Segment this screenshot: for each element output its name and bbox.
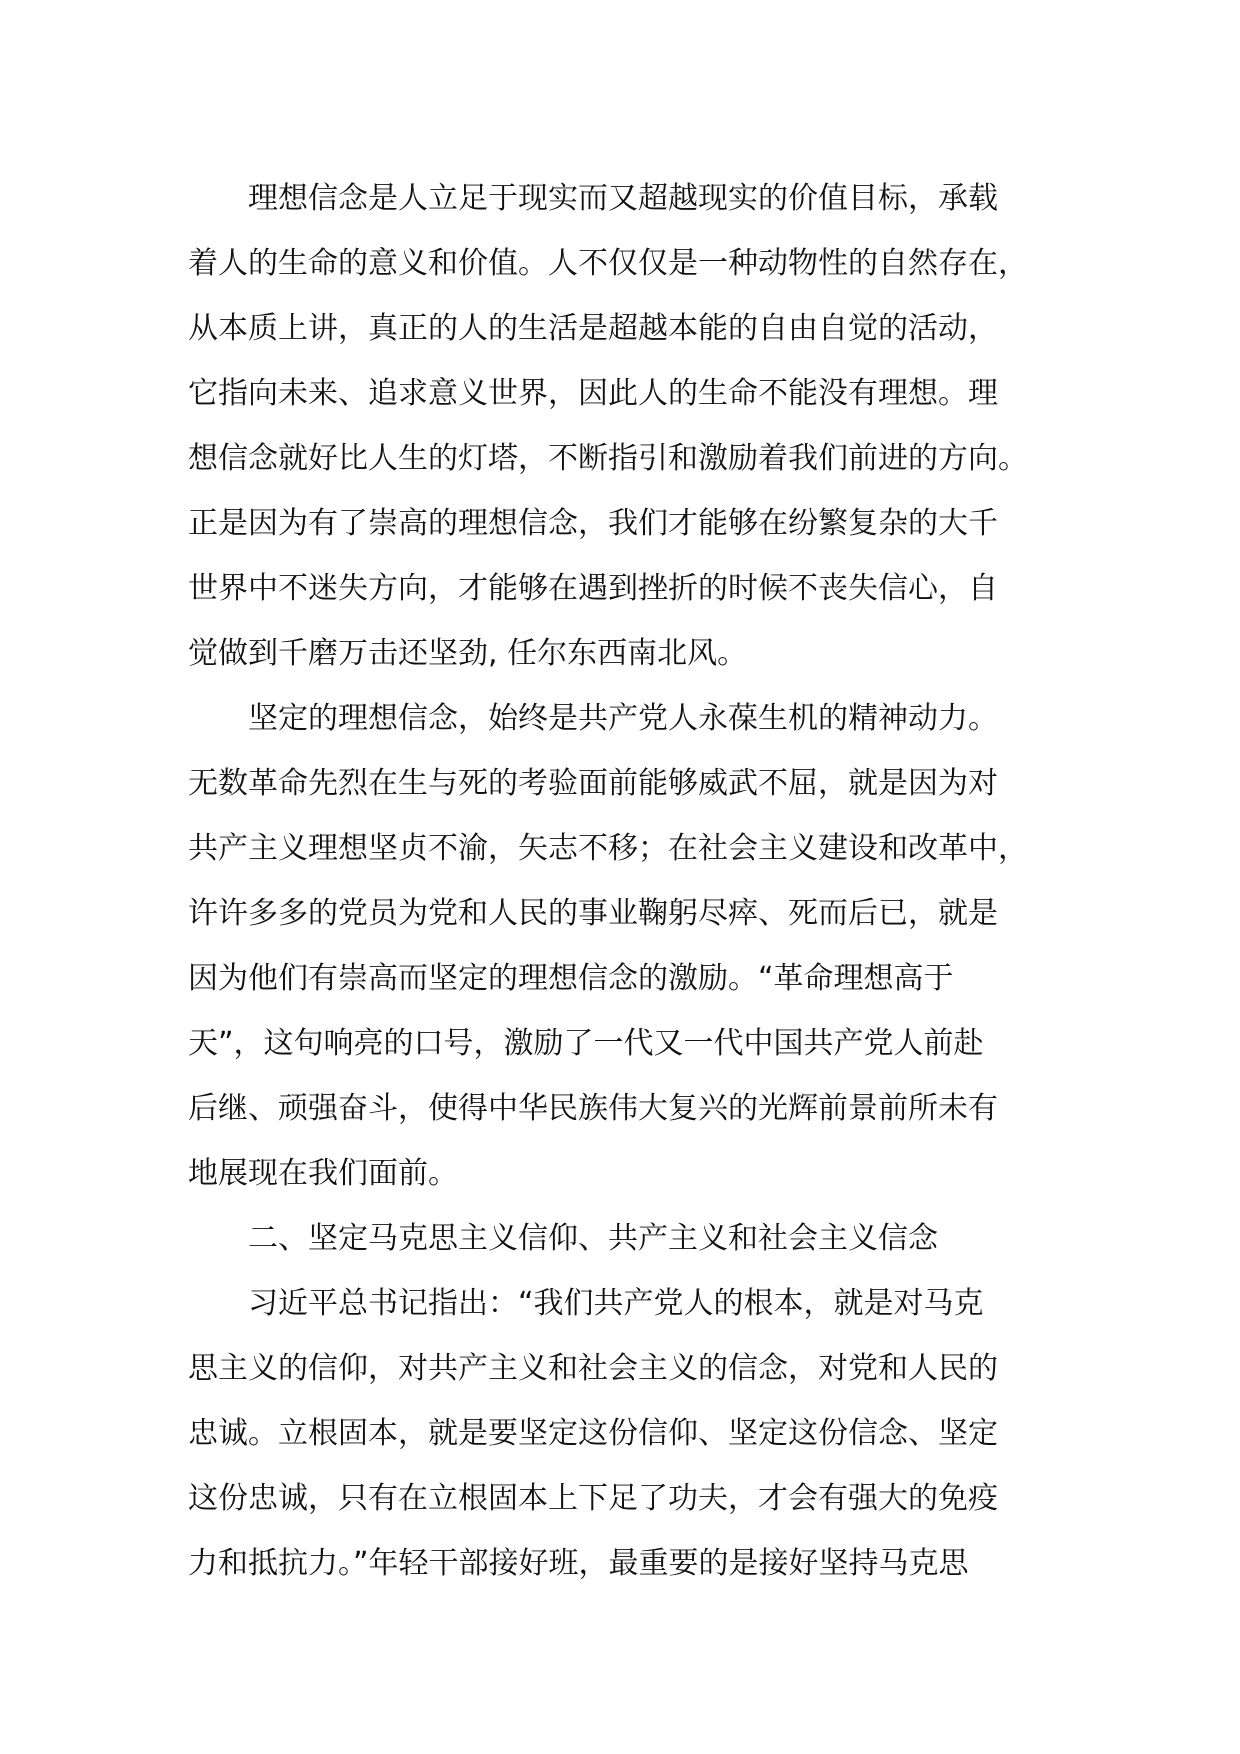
paragraph-3-line-3: 忠诚。立根固本，就是要坚定这份信仰、坚定这份信念、坚定: [188, 1416, 998, 1451]
paragraph-3-line-4: 这份忠诚，只有在立根固本上下足了功夫，才会有强大的免疫: [188, 1481, 998, 1516]
paragraph-2-line-5: 因为他们有崇高而坚定的理想信念的激励。“革命理想高于: [188, 961, 954, 996]
paragraph-1-line-4: 它指向未来、追求意义世界，因此人的生命不能没有理想。理: [188, 376, 998, 411]
paragraph-1-line-5: 想信念就好比人生的灯塔，不断指引和激励着我们前进的方向。: [188, 441, 1028, 476]
paragraph-1-line-8: 觉做到千磨万击还坚劲, 任尔东西南北风。: [188, 636, 748, 671]
document-body: [188, 166, 1088, 1596]
paragraph-2-line-2: 无数革命先烈在生与死的考验面前能够威武不屈，就是因为对: [188, 766, 998, 801]
paragraph-1-line-2: 着人的生命的意义和价值。人不仅仅是一种动物性的自然存在，: [188, 246, 1028, 281]
paragraph-2-line-6: 天”，这句响亮的口号，激励了一代又一代中国共产党人前赴: [188, 1026, 984, 1061]
paragraph-1-line-3: 从本质上讲，真正的人的生活是超越本能的自由自觉的活动，: [188, 311, 998, 346]
paragraph-1-line-1: 理想信念是人立足于现实而又超越现实的价值目标，承载: [248, 181, 998, 216]
paragraph-3-line-5: 力和抵抗力。”年轻干部接好班，最重要的是接好坚持马克思: [188, 1546, 969, 1581]
paragraph-2-line-4: 许许多多的党员为党和人民的事业鞠躬尽瘁、死而后已，就是: [188, 896, 998, 931]
paragraph-1-line-6: 正是因为有了崇高的理想信念，我们才能够在纷繁复杂的大千: [188, 506, 998, 541]
paragraph-3-line-1: 习近平总书记指出：“我们共产党人的根本，就是对马克: [248, 1286, 984, 1321]
paragraph-3-line-2: 思主义的信仰，对共产主义和社会主义的信念，对党和人民的: [188, 1351, 998, 1386]
paragraph-2-line-1: 坚定的理想信念，始终是共产党人永葆生机的精神动力。: [248, 701, 998, 736]
paragraph-2-line-3: 共产主义理想坚贞不渝，矢志不移；在社会主义建设和改革中，: [188, 831, 1028, 866]
paragraph-1-line-7: 世界中不迷失方向，才能够在遇到挫折的时候不丧失信心，自: [188, 571, 998, 606]
paragraph-2-line-8: 地展现在我们面前。: [188, 1156, 458, 1191]
paragraph-2-line-7: 后继、顽强奋斗，使得中华民族伟大复兴的光辉前景前所未有: [188, 1091, 998, 1126]
section-heading: 二、坚定马克思主义信仰、共产主义和社会主义信念: [248, 1221, 938, 1256]
